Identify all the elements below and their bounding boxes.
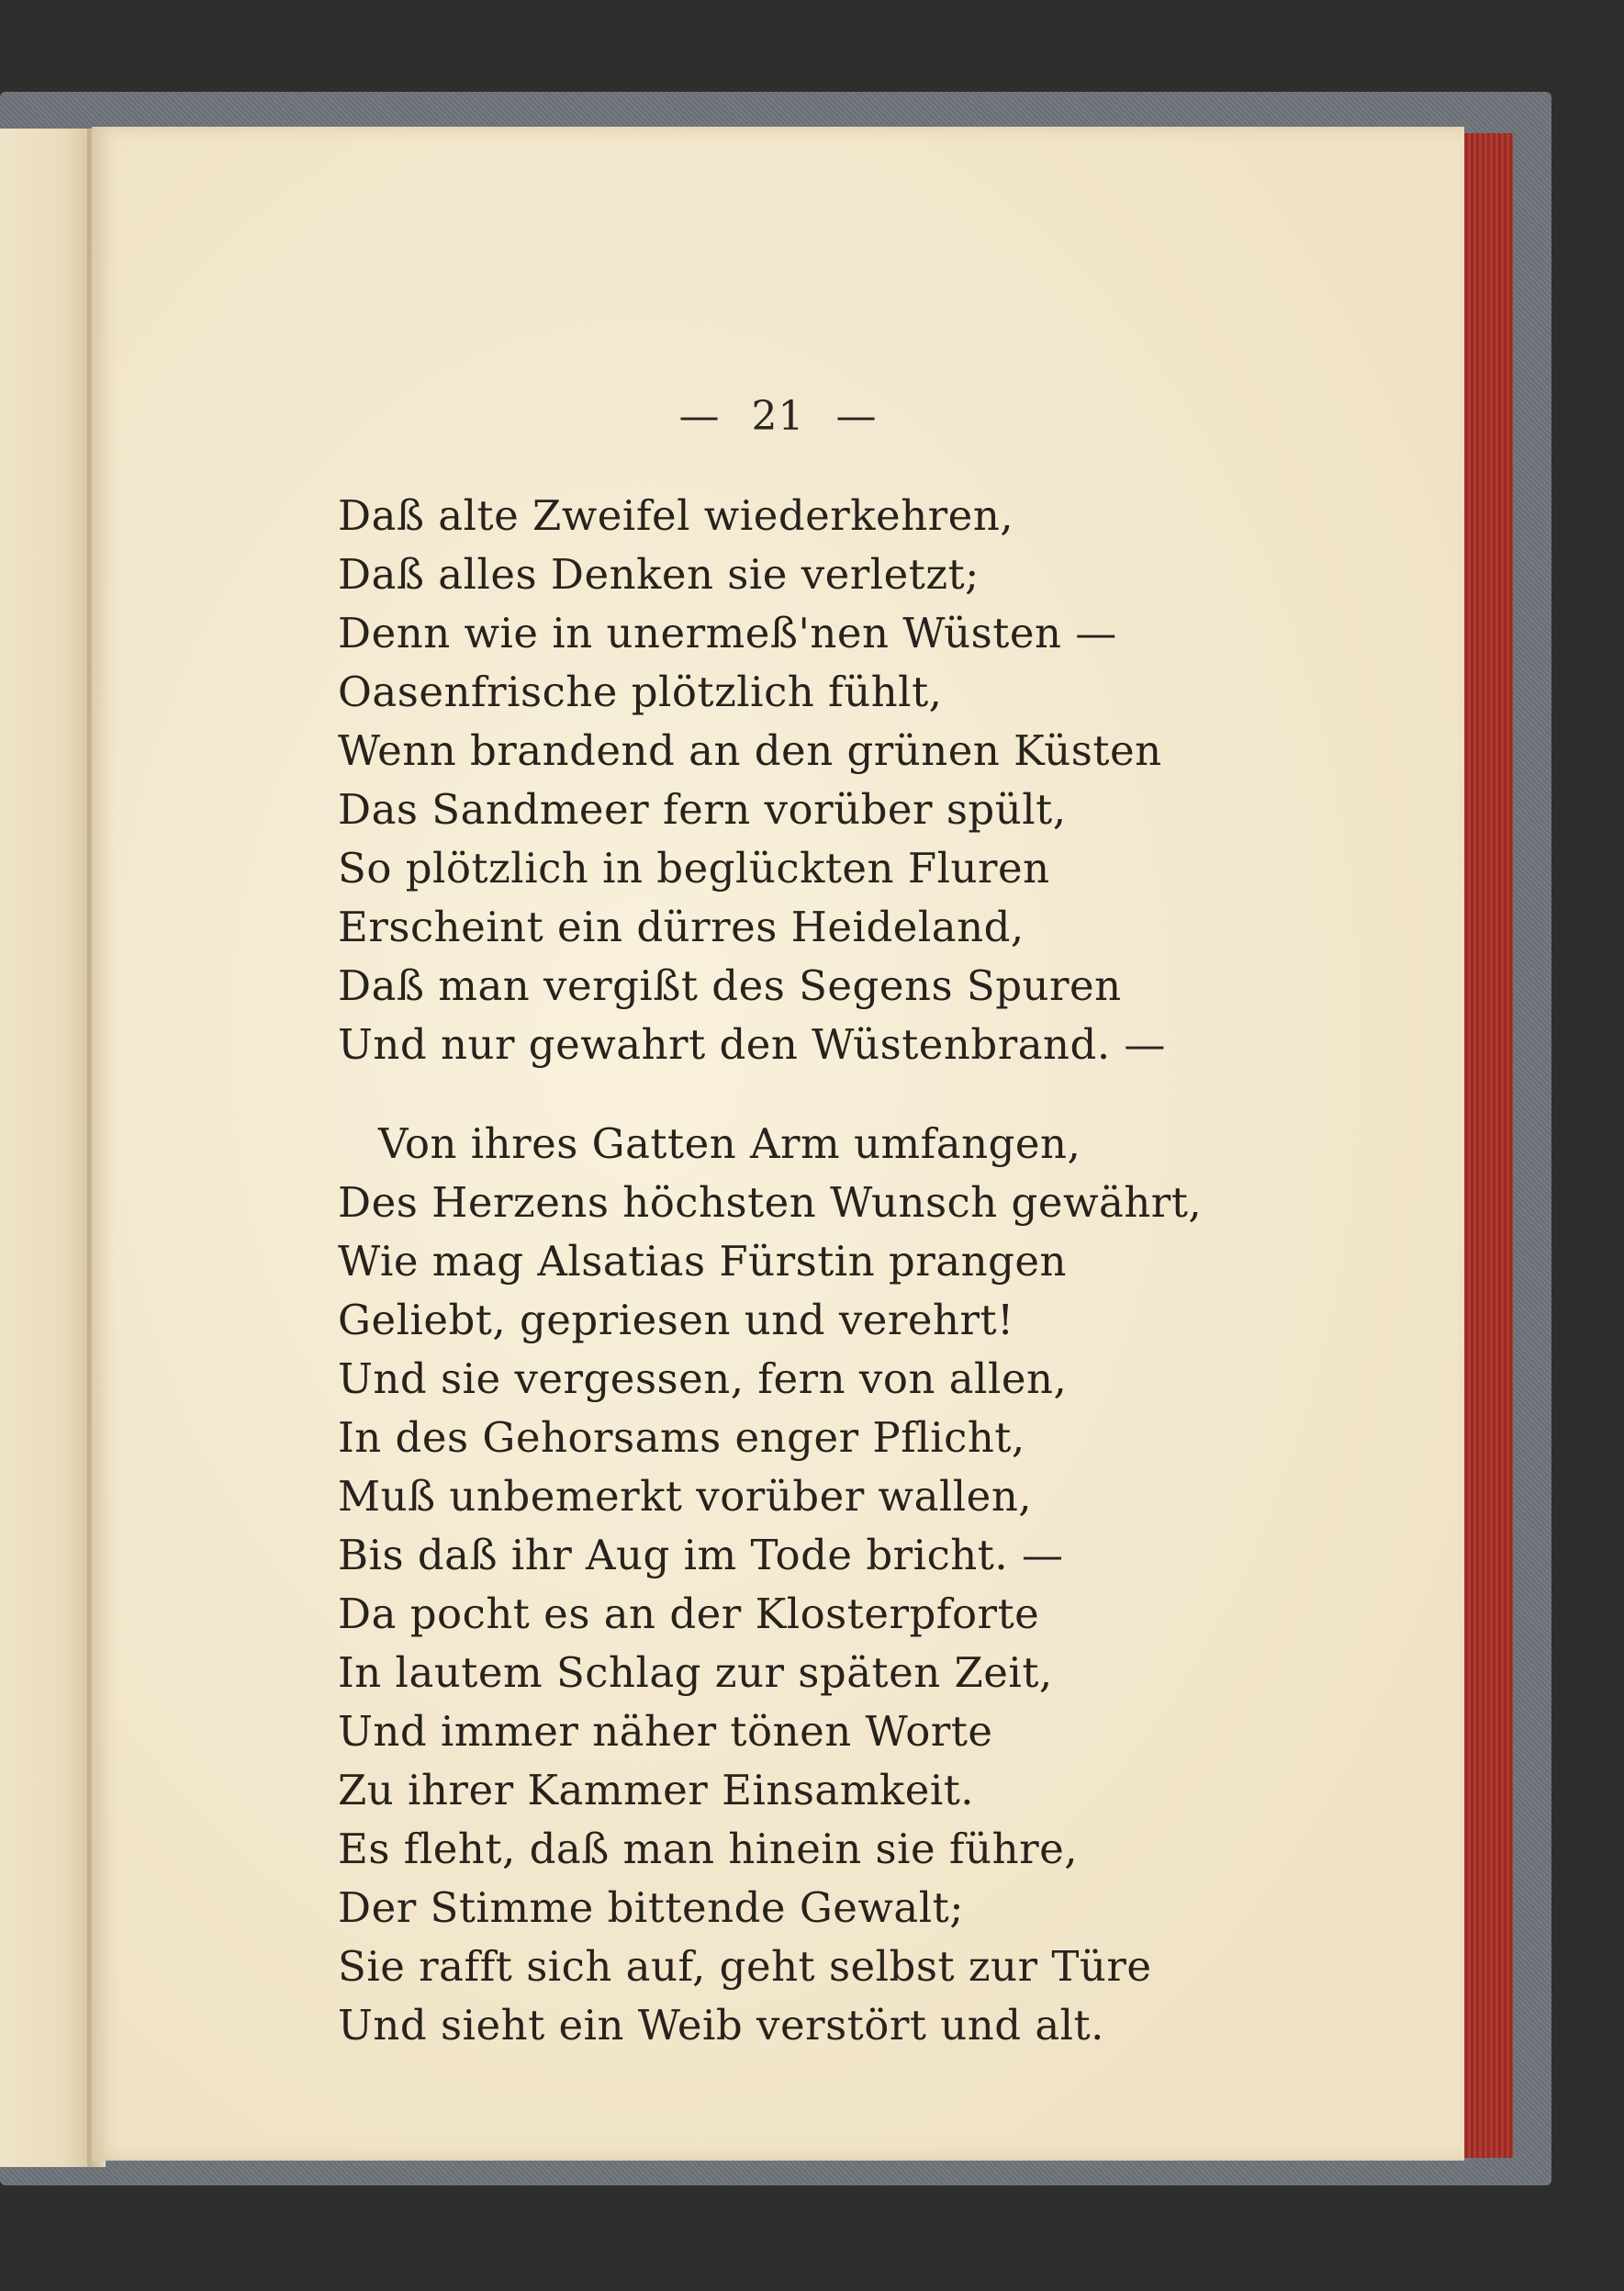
poem-line: In des Gehorsams enger Pflicht, — [338, 1413, 1025, 1462]
page-edges — [1460, 133, 1513, 2158]
page-number-dash-right: — — [835, 393, 878, 440]
poem-line: Sie rafft sich auf, geht selbst zur Türe — [338, 1942, 1152, 1991]
book-page — [92, 127, 1464, 2161]
poem-line: Denn wie in unermeß'nen Wüsten — — [338, 609, 1117, 657]
left-page-edge — [0, 129, 92, 2167]
stanza-2 — [338, 1115, 1384, 2055]
poem-line: Zu ihrer Kammer Einsamkeit. — [338, 1766, 975, 1814]
poem-line: Und immer näher tönen Worte — [338, 1707, 993, 1756]
poem-line: Geliebt, gepriesen und verehrt! — [338, 1296, 1014, 1344]
page-number-dash-left: — — [678, 393, 721, 440]
page-number-header — [92, 393, 1464, 440]
poem-line: Von ihres Gatten Arm umfangen, — [378, 1119, 1081, 1168]
stanza-gap — [338, 1074, 1384, 1115]
poem-line: Muß unbemerkt vorüber wallen, — [338, 1472, 1033, 1521]
poem-line: Daß alles Denken sie verletzt; — [338, 550, 980, 599]
poem-line: Bis daß ihr Aug im Tode bricht. — — [338, 1531, 1064, 1579]
poem-line: Und sie vergessen, fern von allen, — [338, 1354, 1068, 1403]
poem-line: Und nur gewahrt den Wüstenbrand. — — [338, 1020, 1166, 1069]
poem-line: In lautem Schlag zur späten Zeit, — [338, 1648, 1053, 1697]
poem-line: Da pocht es an der Klosterpforte — [338, 1589, 1040, 1638]
stanza-1 — [338, 487, 1384, 1074]
poem-line: Und sieht ein Weib verstört und alt. — [338, 2001, 1104, 2050]
poem-line: Oasenfrische plötzlich fühlt, — [338, 668, 943, 716]
poem-line: Daß man vergißt des Segens Spuren — [338, 961, 1122, 1010]
page-number: 21 — [751, 393, 805, 440]
poem-line: Daß alte Zweifel wiederkehren, — [338, 491, 1014, 540]
poem-line: Erscheint ein dürres Heideland, — [338, 903, 1025, 951]
poem-line: Des Herzens höchsten Wunsch gewährt, — [338, 1178, 1203, 1227]
poem-line: Es fleht, daß man hinein sie führe, — [338, 1825, 1079, 1873]
poem-line: Wie mag Alsatias Fürstin prangen — [338, 1237, 1068, 1286]
poem-line: Der Stimme bittende Gewalt; — [338, 1883, 964, 1932]
poem-text — [338, 487, 1384, 2055]
poem-line: Wenn brandend an den grünen Küsten — [338, 726, 1162, 775]
poem-line: Das Sandmeer fern vorüber spült, — [338, 785, 1067, 834]
poem-line: So plötzlich in beglückten Fluren — [338, 844, 1050, 893]
